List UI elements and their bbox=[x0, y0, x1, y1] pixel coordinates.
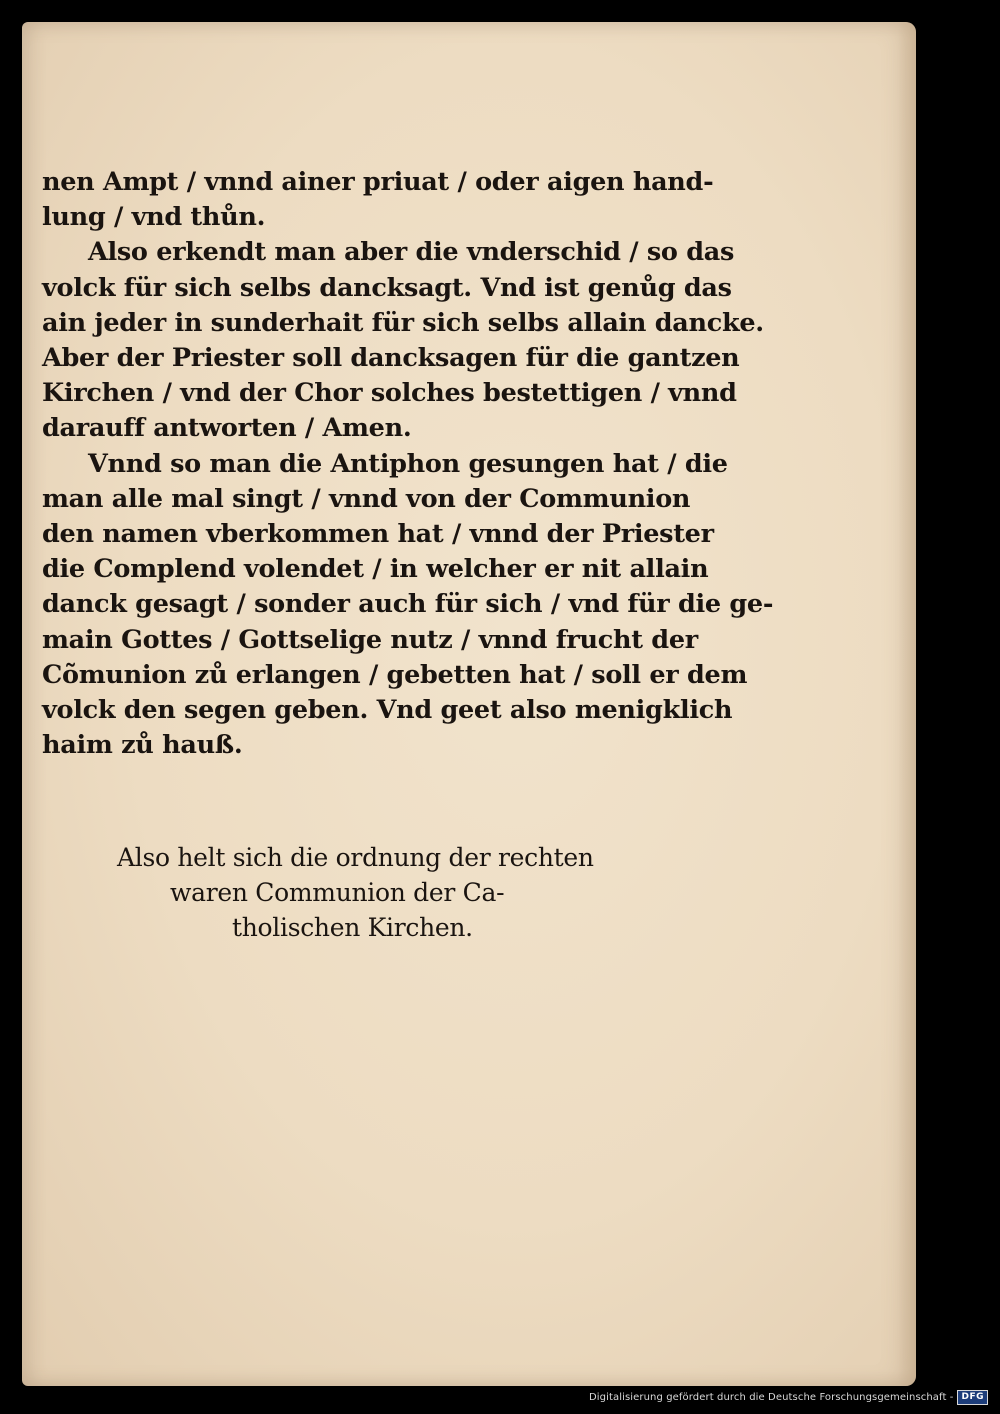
body-text bbox=[42, 165, 774, 763]
text-line: Vnnd so man die Antiphon gesungen hat / die bbox=[88, 448, 728, 479]
colophon-line: waren Communion der Ca- bbox=[170, 878, 505, 907]
text-line: danck gesagt / sonder auch für sich / vnd für die ge- bbox=[42, 589, 774, 620]
digitization-footer bbox=[589, 1388, 988, 1406]
text-line: nen Ampt / vnnd ainer priuat / oder aigen hand- bbox=[42, 167, 714, 197]
text-line: darauff antworten / Amen. bbox=[42, 413, 412, 444]
text-line: volck für sich selbs dancksagt. Vnd ist genůg das bbox=[42, 272, 732, 303]
text-line: Aber der Priester soll dancksagen für die gantzen bbox=[42, 343, 740, 374]
colophon-line: Also helt sich die ordnung der rechten bbox=[117, 843, 594, 872]
text-line: main Gottes / Gottselige nutz / vnnd frucht der bbox=[42, 624, 698, 655]
funding-notice: Digitalisierung gefördert durch die Deutsche Forschungsgemeinschaft - bbox=[588, 1391, 954, 1403]
text-line: Kirchen / vnd der Chor solches bestettigen / vnnd bbox=[42, 378, 737, 409]
text-line: lung / vnd thůn. bbox=[42, 202, 266, 233]
text-line: haim zů hauß. bbox=[42, 730, 243, 761]
book-page bbox=[22, 22, 916, 1386]
dfg-logo[interactable]: DFG bbox=[957, 1390, 988, 1405]
text-line: die Complend volendet / in welcher er nit allain bbox=[42, 554, 709, 585]
colophon bbox=[22, 840, 916, 945]
text-line: den namen vberkommen hat / vnnd der Priester bbox=[42, 519, 714, 550]
text-line: Also erkendt man aber die vnderschid / so das bbox=[88, 237, 735, 268]
text-line: man alle mal singt / vnnd von der Communion bbox=[42, 483, 691, 514]
text-line: Cõmunion zů erlangen / gebetten hat / soll er dem bbox=[42, 659, 748, 690]
colophon-line: tholischen Kirchen. bbox=[232, 913, 473, 942]
text-line: ain jeder in sunderhait für sich selbs allain dancke. bbox=[42, 307, 764, 338]
text-line: volck den segen geben. Vnd geet also menigklich bbox=[42, 695, 733, 726]
